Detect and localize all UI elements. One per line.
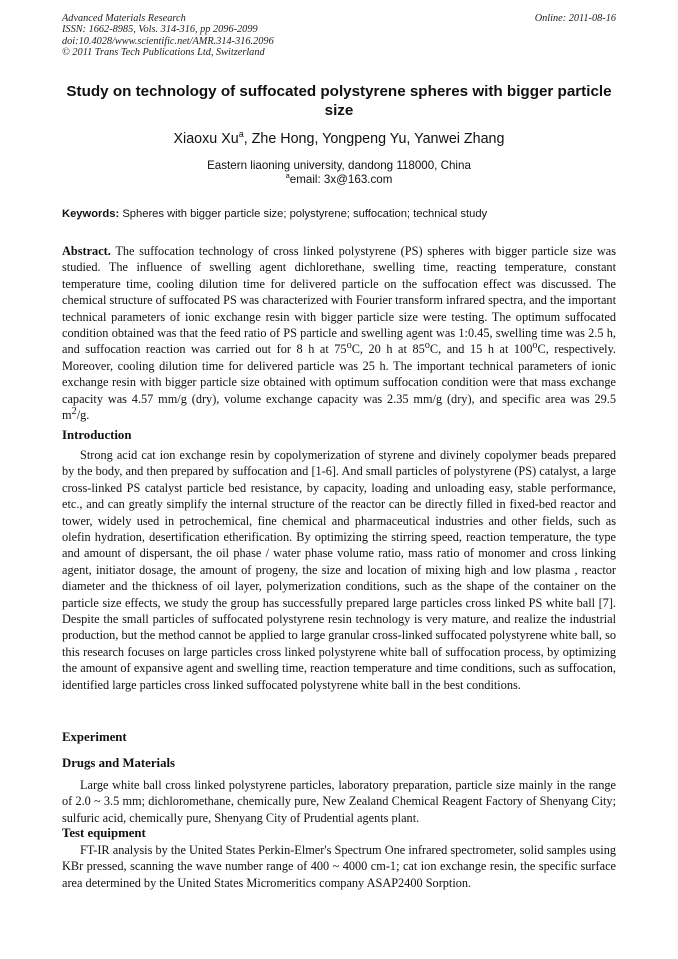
test-text: FT-IR analysis by the United States Perkin-Elmer's Spectrum One infrared spectrometer, solid samples using KBr pressed, scanning the wave number range of 400 ~ 4000 cm-1; cat ion exchange resin, the specific surface area determined by the United States Micromeritics company ASAP2400 Sorption. — [62, 843, 616, 890]
squared-mark: 2 — [71, 405, 77, 417]
keywords-label: Keywords: — [62, 208, 120, 220]
copyright-line: © 2011 Trans Tech Publications Ltd, Switzerland — [62, 47, 265, 59]
author-affil-mark: a — [238, 129, 244, 140]
introduction-heading: Introduction — [62, 428, 132, 442]
experiment-heading: Experiment — [62, 730, 127, 744]
keywords-text: Spheres with bigger particle size; polystyrene; suffocation; technical study — [122, 208, 488, 220]
introduction-text: Strong acid cat ion exchange resin by copolymerization of styrene and divinely copolymer beads prepared by the body, and then prepared by suffocation and [1-6]. And small particles of polystyrene (PS) catalyst, a large cross-linked PS catalyst particle bed resistance, by capacity, loading and unloading easy, stable performance, etc., and can greatly simplify the internal structure of the reactor can be directly filled in fixed-bed reactor and tower, widely used in petrochemical, fine chemical and pharmaceutical industries and other fields, such as olefin hydration, desertification etherification. By optimizing the stirring speed, reaction temperature, the type and amount of dispersant, the oil phase / water phase volume ratio, mass ratio of monomer and cross linking agent, initiator dosage, the amount of progeny, the size and location of mixing high and low plasma , reactor diameter and the thickness of oil layer, polymerization conditions, such as the shape of the container on the particle size effects, we study the group has successfully prepared large particles cross linked PS white ball [7]. Despite the small particles of suffocated polystyrene resin technology is very mature, and realize the industrial production, but the method cannot be applied to large granular cross-linked suffocated polystyrene white ball, so this research focuses on large particles cross linked polystyrene white ball of suffocation process, by optimizing the amount of expansive agent and swelling time, reaction temperature and time conditions, such as suffocation, identified large particles cross linked suffocated polystyrene white ball in the best conditions. — [62, 448, 616, 692]
abstract — [62, 243, 616, 423]
affiliation-line: Eastern liaoning university, dandong 118000, China — [207, 159, 471, 172]
email-text: email: 3x@163.com — [289, 173, 393, 186]
abstract-text-4: C, respectively. Moreover, cooling dilution time for delivered particle was 25 h. The important technical parameters of ionic exchange resin with bigger particle size obtained with optimum suffocation condition were that mass exchange capacity was 4.57 mm/g (dry), volume exchange capacity was 2.35 mm/g (dry), and specific area was 29.5 m — [62, 342, 616, 423]
journal-name: Advanced Materials Research — [62, 13, 186, 24]
abstract-text-2: C, 20 h at 85 — [351, 342, 425, 357]
degree-mark-3: o — [532, 340, 538, 352]
test-section — [62, 842, 616, 891]
degree-mark-2: o — [424, 340, 430, 352]
email-line — [62, 173, 616, 187]
abstract-text-3: C, and 15 h at 100 — [429, 342, 533, 357]
issn-line: ISSN: 1662-8985, Vols. 314-316, pp 2096-2099 — [62, 24, 258, 36]
test-heading: Test equipment — [62, 826, 146, 840]
drugs-heading: Drugs and Materials — [62, 756, 176, 770]
other-authors: , Zhe Hong, Yongpeng Yu, Yanwei Zhang — [243, 131, 505, 147]
online-date: Online: 2011-08-16 — [534, 13, 616, 24]
abstract-label: Abstract. — [62, 244, 111, 258]
abstract-text-1: The suffocation technology of cross linked polystyrene (PS) spheres with bigger particle size was studied. The influence of swelling agent dichlorethane, swelling time, reacting temperature, constant temperature time, cooling dilution time for delivered particle on the suffocation effect was discussed. The chemical structure of suffocated PS was characterized with Fourier transform infrared spectra, and the important technical parameters of ionic exchange resin with bigger particle size were testing. The optimum suffocated condition obtained was that the feed ratio of PS particle and swelling agent was 1:0.45, swelling time was 2.5 h, and suffocation reaction was carried out for 8 h at 75 — [62, 244, 616, 357]
affiliation — [62, 159, 616, 187]
paper-title: Study on technology of suffocated polystyrene spheres with bigger particle size — [66, 83, 612, 119]
degree-mark-1: o — [346, 340, 352, 352]
journal-header — [62, 13, 274, 59]
abstract-text-5: /g. — [76, 408, 90, 423]
email-mark: a — [285, 171, 290, 181]
introduction-section — [62, 447, 616, 693]
drugs-text: Large white ball cross linked polystyrene particles, laboratory preparation, particle size mainly in the range of 2.0 ~ 3.5 mm; dichloromethane, chemically pure, New Zealand Chemical Reagent Factory of Shenyang City; sulfuric acid, chemically pure, Shenyang City of Prudential agents plant. — [62, 778, 616, 825]
keywords — [62, 208, 616, 220]
author-list — [62, 131, 616, 147]
first-author: Xiaoxu Xu — [173, 131, 239, 147]
drugs-section — [62, 777, 616, 826]
doi-line: doi:10.4028/www.scientific.net/AMR.314-316.2096 — [62, 35, 274, 47]
